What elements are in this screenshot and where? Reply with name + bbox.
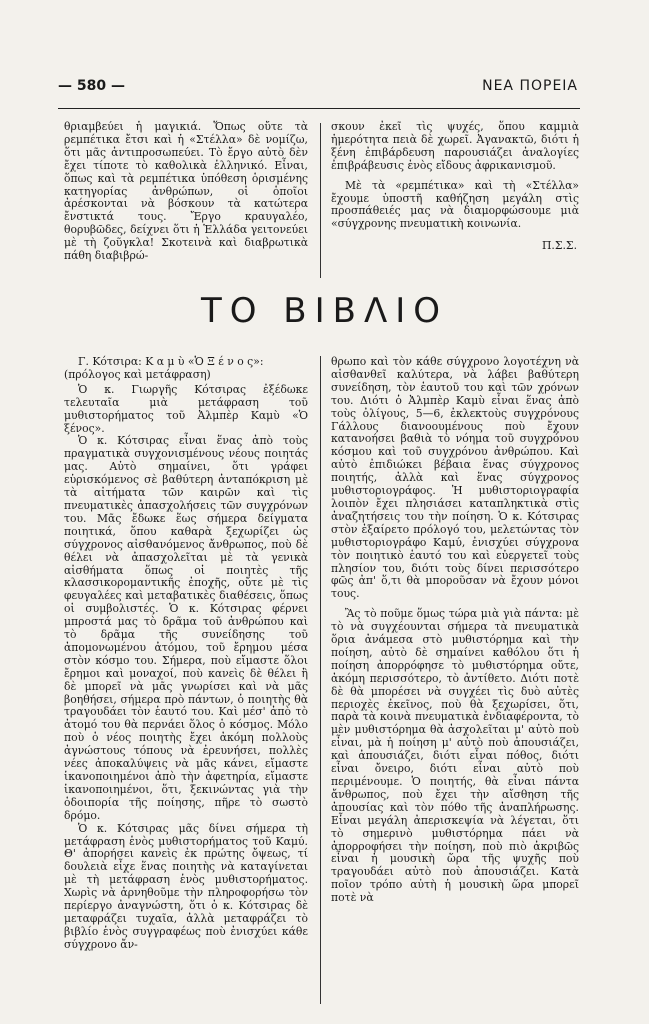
section-title: ΤΟ ΒΙΒΛΙΟ [200, 291, 449, 331]
header-rule [58, 108, 580, 109]
paragraph: Ὁ κ. Κότσιρας εἶναι ἕνας ἀπὸ τοὺς πραγματικὰ συγχονισμένους νέους ποιητάς μας. Αὐτὸ σημαίνει, ὅτι γράφει εὑρισκόμενος σὲ βαθύτερη ἀνταπόκριση μὲ τὰ αἰτήματα τῶν καιρῶν καὶ τὶς πνευματικὲς ἀπασχολήσεις τῶν συγχρόνων του. Μᾶς ἔδωκε ἕως σήμερα δείγματα ποιητικά, ὅπου καθαρὰ ξεχωρίζει ὡς σύγχρονος αἰσθανόμενος ἄνθρωπος, ποὺ δὲ θέλει νὰ ἀπασχολεῖται μὲ τὰ γενικὰ αἰσθήματα ὅπως οἱ ποιητὲς τῆς κλασσικορομαντικῆς ἐποχῆς, οὔτε μὲ τὶς φευγαλέες καὶ μεταβατικὲς διαθέσεις, ὅπως οἱ συμβολιστές. Ὁ κ. Κότσιρας φέρνει μπροστά μας τὸ δρᾶμα τοῦ ἀνθρώπου καὶ τὸ δρᾶμα τῆς συνείδησης τοῦ ἀπομονωμένου ἀτόμου, τοῦ ἔρημου μέσα στὸν κόσμο του. Σήμερα, ποὺ εἴμαστε ὅλοι ἔρημοι καὶ μοναχοί, ποὺ κανεὶς δὲ θέλει ἢ δὲ μπορεῖ νὰ μᾶς γνωρίσει καὶ νὰ μᾶς βοηθήσει, σήμερα πρὸ πάντων, ὁ ποιητὴς θὰ τραγουδάει τὸν ἑαυτό του. Καὶ μέσ' ἀπὸ τὸ ἀτομό του θὰ περνάει ὅλος ὁ κόσμος. Μόλο ποὺ ὁ νέος ποιητὴς ἔχει ἀκόμη πολλοὺς ἀγνώστους τόπους νὰ ἐρευνήσει, πολλὲς νέες ἀποκαλύψεις νὰ μᾶς κάνει, εἴμαστε ἱκανοποιημένοι ἀπὸ τὴν ἀφετηρία, εἴμαστε ἱκανοποιημένοι, ὅτι, ξεκινώντας γιὰ τὴν ὁδοιπορία τῆς ποίησης, πῆρε τὸ σωστὸ δρόμο. [64, 434, 308, 822]
review-right-column [331, 356, 579, 905]
journal-title: ΝΕΑ ΠΟΡΕΙΑ [482, 78, 578, 94]
column-divider [320, 356, 321, 1004]
paragraph: θρωπο καὶ τὸν κάθε σύγχρονο λογοτέχνη νὰ αἰσθανθεῖ καλύτερα, νὰ λάβει βαθύτερη συνείδηση, τὸν ἑαυτοῦ του καὶ τῶν χρόνων του. Διότι ὁ Ἀλμπὲρ Καμὺ εἶναι ἕνας ἀπὸ τοὺς ὀλίγους, 5—6, ἐκλεκτοὺς συγχρόνους Γάλλους διανοουμένους ποὺ ἔχουν κατανοήσει βαθιὰ τὸ νόημα τοῦ συγχρόνου κόσμου καὶ τοῦ συγχρόνου ἀνθρώπου. Καὶ αὐτὸ ἐπιδιώκει βέβαια ἕνας σύγχρονος ποιητής, ἀλλὰ καὶ ἕνας σύγχρονος μυθιστοριογράφος. Ἡ μυθιστοριογραφία λοιπὸν ἔχει πλησιάσει καταπληκτικὰ στὶς ἀναζητήσεις του τὴν ποίηση. Ὁ κ. Κότσιρας στὸν ἐξαίρετο πρόλογό του, μελετώντας τὸν μυθιστοριογράφο Καμύ, ἐνισχύει σύγχρονα τὸν ποιητικὸ ἑαυτό του καὶ εὐεργετεῖ τοὺς πλησίον του, διότι τοὺς δίνει περισσότερο φῶς ἀπ' ὅ,τι θὰ μποροῦσαν νὰ ἔχουν μόνοι τους. [331, 355, 579, 601]
paragraph: Μὲ τὰ «ρεμπέτικα» καὶ τὴ «Στέλλα» ἔχουμε ὑποστῆ καθήζηση μεγάλη στὶς προσπάθειές μας νὰ διαμορφώσουμε μιὰ «σύγχρονης πνευματικὴ κοινωνία. [331, 178, 579, 231]
paragraph: Ὁ κ. Γιωργῆς Κότσιρας ἐξέδωκε τελευταῖα μιὰ μετάφραση τοῦ μυθιστορήματος τοῦ Ἀλμπὲρ Καμὺ «Ὁ ξένος». [64, 382, 308, 435]
paragraph: Ἂς τὸ ποῦμε ὅμως τώρα μιὰ γιὰ πάντα: μὲ τὸ νὰ συγχέουνται σήμερα τὰ πνευματικὰ ὅρια ἀνάμεσα στὸ μυθιστόρημα καὶ τὴν ποίηση, αὐτὸ δὲ σημαίνει καθόλου ὅτι ἡ ποίηση ἀπορρόφησε τὸ μυθιστόρημα οὔτε, ἀκόμη περισσότερο, τὸ ἀντίθετο. Διότι ποτὲ δὲ θὰ μπορέσει νὰ συγχέει τὶς δυὸ αὐτὲς περιοχὲς ἐκεῖνος, ποὺ θὰ ξεχωρίσει, ὅτι, παρὰ τὰ κοινὰ πνευματικὰ ἐνδιαφέροντα, τὸ μὲν μυθιστόρημα θὰ ἀσχολεῖται μ' αὐτὸ ποὺ εἶναι, μὰ ἡ ποίηση μ' αὐτὸ ποὺ ἀπουσιάζει, καὶ ἀπουσιάζει, διότι εἶναι πόθος, διότι εἶναι ὄνειρο, διότι εἶναι αὐτὸ ποὺ περιμένουμε. Ὁ ποιητής, θὰ εἶναι πάντα ἄνθρωπος, ποὺ ἔχει τὴν αἴσθηση τῆς ἀπουσίας καὶ τὸν πόθο τῆς ἀναπλήρωσης. Εἶναι μεγάλη ἀπερισκεψία νὰ λέγεται, ὅτι τὸ σημερινὸ μυθιστόρημα πάει νὰ ἀπορροφήσει τὴν ποίηση, ποὺ πιὸ ἀκριβῶς εἶναι ἡ μουσικὴ ὥρα τῆς ψυχῆς ποὺ τραγουδάει αὐτὸ ποὺ ἀπουσιάζει. Κατὰ ποῖον τρόπο αὐτὴ ἡ μουσικὴ ὥρα μπορεῖ ποτὲ νὰ [331, 607, 579, 905]
column-divider [320, 123, 321, 278]
paragraph: σκουν ἐκεῖ τὶς ψυχές, ὅπου καμμιὰ ἡμερότητα πειὰ δὲ χωρεῖ. Ἀγανακτῶ, διότι ἡ ξένη ἐπιβάρδευση παρουσιάζει ἀναλογίες ἐπιβράβευσις ἑνὸς εἴδους ἀφρικανισμοῦ. [331, 120, 579, 172]
review-left-column [64, 356, 308, 952]
page-number: — 580 — [58, 78, 125, 94]
previous-article-right-column [331, 121, 579, 253]
previous-article-left-column [64, 121, 308, 263]
paragraph: θριαμβεύει ἡ μαγικιά. Ὅπως οὔτε τὰ ρεμπέτικα ἔτσι καὶ ἡ «Στέλλα» δὲ νομίζω, ὅτι μᾶς ἀντιπροσωπεύει. Τὸ ἔργο αὐτὸ δὲν ἔχει τίποτε τὸ καθολικὰ ἑλληνικό. Εἶναι, ὅπως καὶ τὰ ρεμπέτικα ὑπόθεση ὁρισμένης κατηγορίας ἀνθρώπων, οἱ ὁποῖοι ἀρέσκονται νὰ βόσκουν τὰ κατώτερα ἔνστικτά τους. Ἔργο κραυγαλέο, θορυβῶδες, δείχνει ὅτι ἡ Ἑλλάδα γειτονεύει μὲ τὴ ζοῦγκλα! Σκοτεινὰ καὶ διαβρωτικὰ πάθη διαβιβρώ- [64, 120, 308, 263]
review-heading: Γ. Κότσιρα: Κ α μ ὺ «Ὁ Ξ έ ν ο ς»: [78, 355, 264, 368]
review-subheading: (πρόλογος καὶ μετάφραση) [64, 367, 211, 381]
page-header [58, 78, 578, 100]
paragraph: Ὁ κ. Κότσιρας μᾶς δίνει σήμερα τὴ μετάφραση ἑνὸς μυθιστορήματος τοῦ Καμύ. Θ' ἀπορήσει κανεὶς ἐκ πρώτης ὄψεως, τί δουλειὰ εἶχε ἕνας ποιητὴς νὰ καταγίνεται μὲ τὴ μετάφραση ἑνὸς μυθιστορήματος. Χωρὶς νὰ ἀρνηθοῦμε τὴν πληροφορήσω τὸν περίεργο ἀναγνώστη, ὅτι ὁ κ. Κότσιρας δὲ μεταφράζει τυχαῖα, ἀλλὰ μεταφράζει τὸ βιβλίο ἑνὸς συγγραφέως ποὺ ἐνισχύει κάθε σύγχρονο ἄν- [64, 821, 308, 951]
author-signature: Π.Σ.Σ. [542, 239, 577, 253]
